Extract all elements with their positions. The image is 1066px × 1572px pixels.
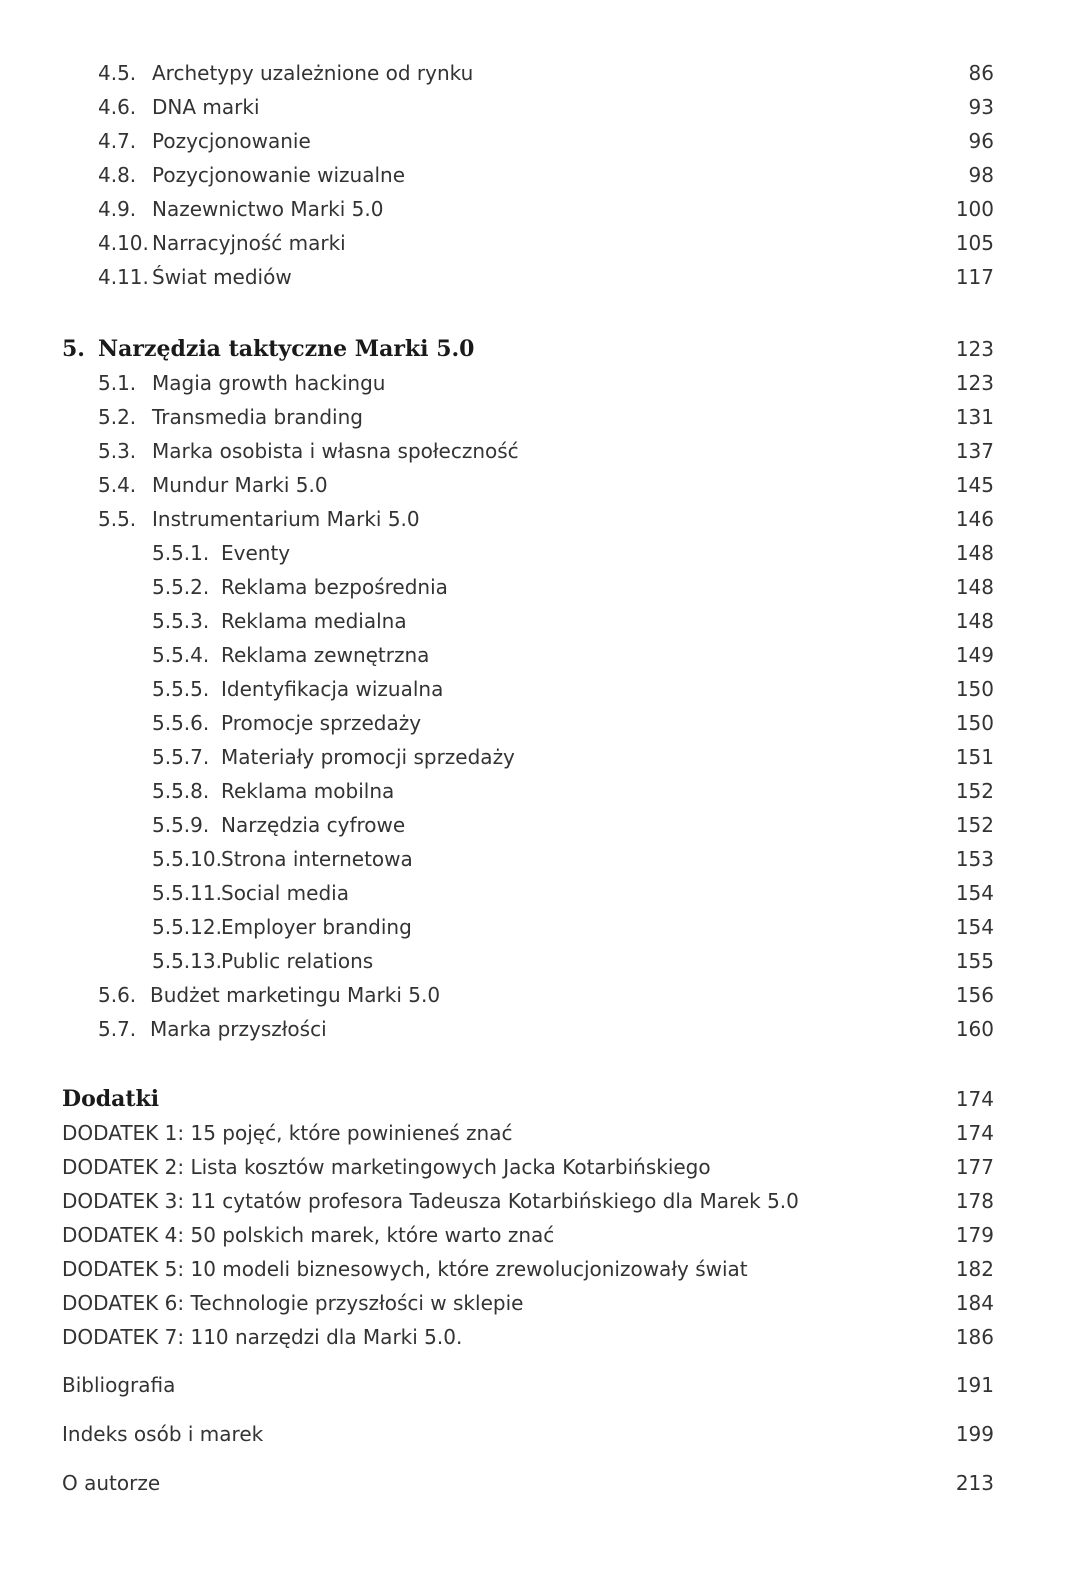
toc-entry [0,56,1066,90]
entry-page-number: 178 [955,1189,994,1213]
entry-number: 5.5.4. [152,643,210,667]
entry-number: 5.5.6. [152,711,210,735]
entry-title: Magia growth hackingu [152,371,386,395]
entry-page-number: 100 [955,197,994,221]
entry-page-number: 86 [968,61,994,85]
toc-subentry [0,638,1066,672]
entry-title: DODATEK 3: 11 cytatów profesora Tadeusza Kotarbińskiego dla Marek 5.0 [62,1189,799,1213]
entry-page-number: 153 [955,847,994,871]
appendix-heading [0,1082,1066,1116]
entry-page-number: 154 [955,881,994,905]
entry-page-number: 213 [955,1471,994,1495]
entry-title: Indeks osób i marek [62,1422,264,1446]
entry-number: 5.2. [98,405,137,429]
entry-page-number: 186 [955,1325,994,1349]
entry-page-number: 184 [955,1291,994,1315]
entry-page-number: 152 [955,813,994,837]
toc-subentry [0,910,1066,944]
entry-title: Materiały promocji sprzedaży [221,745,515,769]
chapter-heading [0,332,1066,366]
entry-number: 4.10. [98,231,149,255]
entry-title: Nazewnictwo Marki 5.0 [152,197,384,221]
entry-title: Budżet marketingu Marki 5.0 [150,983,441,1007]
toc-entry [0,158,1066,192]
entry-number: 5.1. [98,371,137,395]
toc-entry [0,366,1066,400]
entry-page-number: 177 [955,1155,994,1179]
toc-entry [0,400,1066,434]
entry-title: Public relations [221,949,374,973]
toc-entry [0,226,1066,260]
appendix-entry [0,1218,1066,1252]
entry-title: Reklama zewnętrzna [221,643,430,667]
entry-title: Marka osobista i własna społeczność [152,439,519,463]
toc-entry [0,90,1066,124]
entry-title: Narzędzia cyfrowe [221,813,406,837]
entry-page-number: 137 [955,439,994,463]
entry-title: Reklama medialna [221,609,407,633]
entry-number: 5.5.7. [152,745,210,769]
chapter-number: 5. [62,336,85,362]
entry-title: DNA marki [152,95,260,119]
chapter-title: Narzędzia taktyczne Marki 5.0 [98,336,475,362]
toc-subentry [0,570,1066,604]
toc-entry [0,502,1066,536]
entry-title: Promocje sprzedaży [221,711,422,735]
entry-title: DODATEK 6: Technologie przyszłości w sklepie [62,1291,524,1315]
entry-title: Social media [221,881,349,905]
entry-page-number: 145 [955,473,994,497]
entry-page-number: 191 [955,1373,994,1397]
entry-title: DODATEK 4: 50 polskich marek, które warto znać [62,1223,555,1247]
entry-number: 4.7. [98,129,137,153]
entry-page-number: 150 [955,711,994,735]
entry-page-number: 151 [955,745,994,769]
end-matter-entry [0,1368,1066,1402]
entry-title: DODATEK 7: 110 narzędzi dla Marki 5.0. [62,1325,463,1349]
entry-page-number: 131 [955,405,994,429]
entry-page-number: 117 [955,265,994,289]
toc-entry [0,1012,1066,1046]
entry-number: 5.3. [98,439,137,463]
entry-number: 4.5. [98,61,137,85]
entry-title: O autorze [62,1471,161,1495]
entry-page-number: 148 [955,541,994,565]
entry-number: 4.6. [98,95,137,119]
entry-title: Reklama mobilna [221,779,395,803]
entry-page-number: 148 [955,609,994,633]
appendix-entry [0,1184,1066,1218]
entry-number: 5.6. [98,983,137,1007]
entry-page-number: 160 [955,1017,994,1041]
entry-number: 5.5.2. [152,575,210,599]
toc-subentry [0,774,1066,808]
appendix-heading-page-number: 174 [955,1087,994,1111]
entry-page-number: 150 [955,677,994,701]
entry-number: 4.8. [98,163,137,187]
appendix-entry [0,1150,1066,1184]
entry-page-number: 96 [968,129,994,153]
chapter-page-number: 123 [955,337,994,361]
entry-page-number: 149 [955,643,994,667]
entry-page-number: 179 [955,1223,994,1247]
entry-title: Strona internetowa [221,847,413,871]
entry-number: 5.5.13. [152,949,222,973]
entry-title: Pozycjonowanie wizualne [152,163,406,187]
entry-page-number: 199 [955,1422,994,1446]
appendix-entry [0,1252,1066,1286]
entry-number: 5.5.1. [152,541,210,565]
entry-number: 5.4. [98,473,137,497]
entry-number: 5.7. [98,1017,137,1041]
entry-number: 5.5.5. [152,677,210,701]
appendix-heading-title: Dodatki [62,1086,160,1112]
entry-title: Identyfikacja wizualna [221,677,444,701]
toc-subentry [0,672,1066,706]
toc-subentry [0,536,1066,570]
toc-subentry [0,808,1066,842]
toc-subentry [0,740,1066,774]
end-matter-entry [0,1466,1066,1500]
entry-title: Marka przyszłości [150,1017,327,1041]
entry-number: 4.9. [98,197,137,221]
entry-page-number: 98 [968,163,994,187]
appendix-entry [0,1116,1066,1150]
entry-number: 5.5.12. [152,915,222,939]
entry-title: Eventy [221,541,291,565]
entry-number: 4.11. [98,265,149,289]
entry-page-number: 146 [955,507,994,531]
entry-title: DODATEK 1: 15 pojęć, które powinieneś znać [62,1121,513,1145]
toc-subentry [0,876,1066,910]
entry-page-number: 152 [955,779,994,803]
entry-page-number: 93 [968,95,994,119]
toc-subentry [0,842,1066,876]
toc-entry [0,978,1066,1012]
entry-title: Instrumentarium Marki 5.0 [152,507,420,531]
appendix-entry [0,1286,1066,1320]
toc-entry [0,260,1066,294]
entry-title: DODATEK 5: 10 modeli biznesowych, które zrewolucjonizowały świat [62,1257,748,1281]
toc-entry [0,192,1066,226]
entry-title: Świat mediów [152,265,292,289]
toc-entry [0,468,1066,502]
entry-title: Transmedia branding [152,405,363,429]
entry-title: DODATEK 2: Lista kosztów marketingowych Jacka Kotarbińskiego [62,1155,711,1179]
entry-number: 5.5. [98,507,137,531]
entry-number: 5.5.8. [152,779,210,803]
entry-page-number: 182 [955,1257,994,1281]
toc-entry [0,124,1066,158]
entry-page-number: 155 [955,949,994,973]
appendix-entry [0,1320,1066,1354]
entry-number: 5.5.11. [152,881,222,905]
toc-subentry [0,944,1066,978]
entry-title: Bibliografia [62,1373,176,1397]
entry-title: Narracyjność marki [152,231,346,255]
entry-number: 5.5.9. [152,813,210,837]
end-matter-entry [0,1417,1066,1451]
entry-title: Mundur Marki 5.0 [152,473,328,497]
entry-title: Pozycjonowanie [152,129,311,153]
entry-number: 5.5.10. [152,847,222,871]
entry-title: Reklama bezpośrednia [221,575,448,599]
entry-page-number: 123 [955,371,994,395]
entry-page-number: 148 [955,575,994,599]
entry-page-number: 154 [955,915,994,939]
entry-page-number: 156 [955,983,994,1007]
toc-subentry [0,706,1066,740]
entry-number: 5.5.3. [152,609,210,633]
toc-subentry [0,604,1066,638]
entry-page-number: 105 [955,231,994,255]
entry-title: Archetypy uzależnione od rynku [152,61,474,85]
entry-page-number: 174 [955,1121,994,1145]
entry-title: Employer branding [221,915,412,939]
toc-entry [0,434,1066,468]
